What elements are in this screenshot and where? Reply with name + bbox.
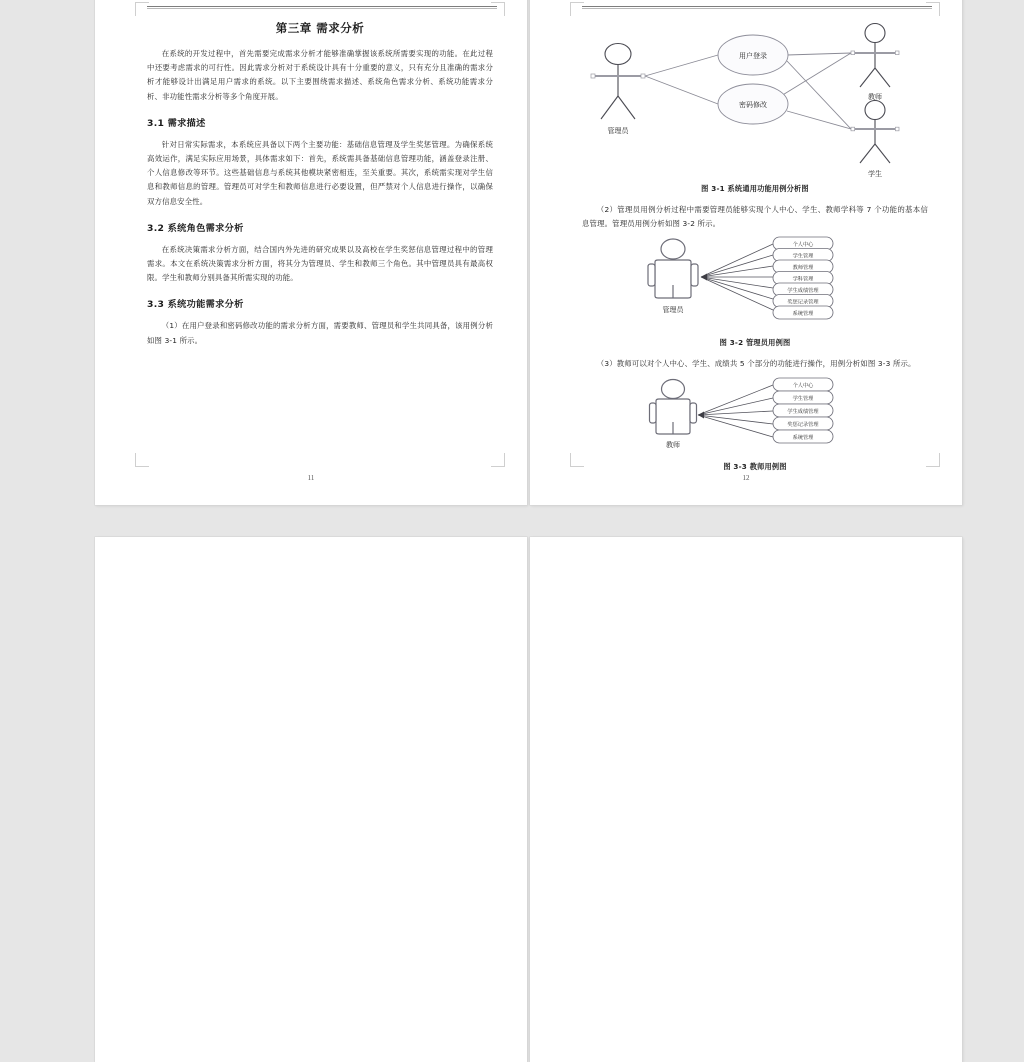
actor-label-teacher: 教师 <box>666 440 680 449</box>
page-number-11: 11 <box>95 474 527 482</box>
figure-caption-3-2: 图 3-2 管理员用例图 <box>582 338 928 348</box>
figure-3-3 <box>582 376 928 472</box>
use-case-label-4: 学生成绩管理 <box>787 286 819 294</box>
use-case-label-6: 系统管理 <box>793 309 815 317</box>
use-case-label-change-password: 密码修改 <box>739 100 767 109</box>
section-heading-3-1: 3.1 需求描述 <box>147 115 493 129</box>
paragraph-3-1: 针对日常实际需求，本系统应具备以下两个主要功能：基础信息管理及学生奖惩管理。为确保系统高效运作，满足实际应用场景，具体需求如下：首先，系统需具备基础信息管理功能，涵盖登录注册、个人信息修改等环节。这些基础信息与系统其他模块紧密相连，至关重要。其次，系统需实现对学生信息和教师信息的管理。管理员可对学生和教师信息进行必要设置，但严禁对个人信息进行操作，以确保双方信息安全性。 <box>147 138 493 209</box>
use-case-label-3: 学科管理 <box>793 275 815 283</box>
actor-label-teacher: 教师 <box>868 92 882 101</box>
use-case-diagram-teacher <box>585 376 925 459</box>
document-page-next-left[interactable] <box>95 537 527 1062</box>
paragraph-3-2: 在系统决策需求分析方面，结合国内外先进的研究成果以及高校在学生奖惩信息管理过程中的管理需求。本文在系统决策需求分析方面，将其分为管理员、学生和教师三个角色。其中管理员具有最高权限。学生和教师分别具备其所需实现的功能。 <box>147 243 493 286</box>
use-case-student-mgmt <box>773 249 833 262</box>
figure-3-1 <box>582 16 928 194</box>
actor-label-student: 学生 <box>868 169 882 178</box>
use-case-change-password <box>718 84 788 124</box>
use-case-system-mgmt <box>773 430 833 443</box>
use-case-login <box>718 35 788 75</box>
use-case-diagram-general <box>585 16 925 181</box>
actor-student <box>851 101 899 179</box>
use-case-personal-center <box>773 378 833 391</box>
document-page-12[interactable] <box>530 0 962 505</box>
use-case-reward-record-mgmt <box>773 417 833 430</box>
use-case-label-2: 学生成绩管理 <box>787 407 819 415</box>
use-case-personal-center <box>773 237 833 250</box>
figure-3-2 <box>582 235 928 348</box>
page-number-12: 12 <box>530 474 962 482</box>
figure-caption-3-3: 图 3-3 教师用例图 <box>582 462 928 472</box>
use-case-diagram-admin <box>585 235 925 335</box>
use-case-label-0: 个人中心 <box>793 381 815 389</box>
crop-mark-bottom-right <box>491 453 505 467</box>
use-case-teacher-mgmt <box>773 260 833 273</box>
use-case-label-2: 教师管理 <box>793 263 815 271</box>
actor-label-admin: 管理员 <box>608 126 630 135</box>
use-case-reward-record-mgmt <box>773 295 833 308</box>
use-case-label-login: 用户登录 <box>739 51 767 60</box>
association-lines-teacher <box>698 385 773 437</box>
paragraph-fig-3-3-intro: （3）教师可以对个人中心、学生、成绩共 5 个部分的功能进行操作，用例分析如图 3-3 所示。 <box>582 357 928 371</box>
page-content-11 <box>147 14 493 465</box>
crop-mark-top-right <box>926 2 940 16</box>
use-case-subject-mgmt <box>773 272 833 285</box>
actor-label-admin: 管理员 <box>663 305 685 314</box>
use-case-label-1: 学生管理 <box>793 252 815 260</box>
section-heading-3-3: 3.3 系统功能需求分析 <box>147 296 493 310</box>
crop-mark-bottom-right <box>926 453 940 467</box>
section-heading-3-2: 3.2 系统角色需求分析 <box>147 220 493 234</box>
use-case-label-0: 个人中心 <box>793 240 815 248</box>
actor-teacher <box>851 24 899 102</box>
paragraph-fig-3-2-intro: （2）管理员用例分析过程中需要管理员能够实现个人中心、学生、教师学科等 7 个功能的基本信息管理。管理员用例分析如图 3-2 所示。 <box>582 203 928 231</box>
actor-admin <box>591 44 645 136</box>
use-case-label-1: 学生管理 <box>793 394 815 402</box>
page-header-rule <box>147 6 497 9</box>
use-case-label-3: 奖惩记录管理 <box>787 420 819 428</box>
crop-mark-top-right <box>491 2 505 16</box>
document-page-next-right[interactable] <box>530 537 962 1062</box>
actor-admin-figure <box>648 239 698 314</box>
use-case-grade-mgmt <box>773 283 833 296</box>
use-case-student-mgmt <box>773 391 833 404</box>
use-case-system-mgmt <box>773 306 833 319</box>
actor-teacher-figure <box>650 379 697 449</box>
association-lines-admin <box>701 244 773 310</box>
figure-caption-3-1: 图 3-1 系统通用功能用例分析图 <box>582 184 928 194</box>
paragraph-3-3: （1）在用户登录和密码修改功能的需求分析方面，需要教师、管理员和学生共同具备，该用例分析如图 3-1 所示。 <box>147 319 493 347</box>
document-page-11[interactable] <box>95 0 527 505</box>
paragraph-intro: 在系统的开发过程中，首先需要完成需求分析才能够准确掌握该系统所需要实现的功能。在此过程中还要考虑需求的可行性。因此需求分析对于系统设计具有十分重要的意义，只有充分且准确的需求分析才能够设计出满足用户需求的系统。以下主要围绕需求描述、系统角色需求分析、系统功能需求分析、非功能性需求分析等多个角度开展。 <box>147 47 493 104</box>
use-case-grade-mgmt <box>773 404 833 417</box>
use-case-label-5: 奖惩记录管理 <box>787 298 819 306</box>
page-content-12 <box>582 14 928 465</box>
chapter-title: 第三章 需求分析 <box>147 20 493 36</box>
page-header-rule <box>582 6 932 9</box>
use-case-label-4: 系统管理 <box>793 433 815 441</box>
